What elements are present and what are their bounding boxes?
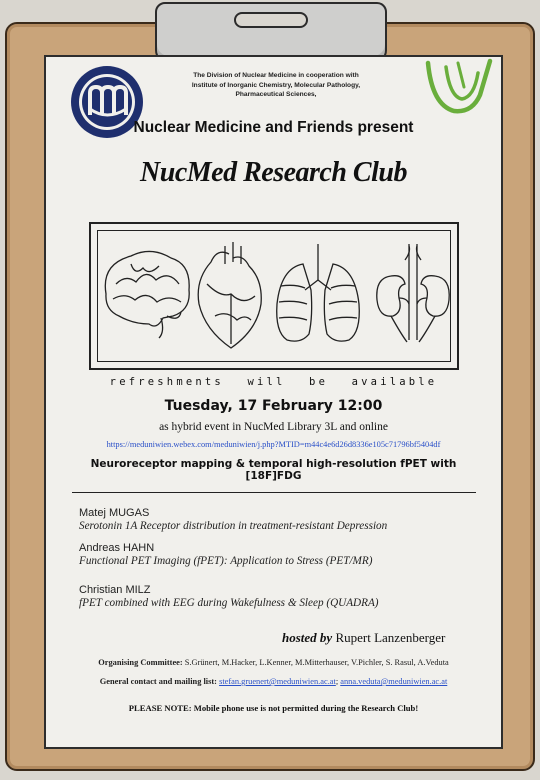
organs-drawing xyxy=(91,224,457,368)
hosted-label: hosted by xyxy=(282,630,333,645)
organs-illustration xyxy=(89,222,459,370)
clipboard-clip-hole xyxy=(234,12,308,28)
phone-use-note: PLEASE NOTE: Mobile phone use is not permitted during the Research Club! xyxy=(128,703,419,713)
heart-icon xyxy=(198,242,261,348)
flyer-paper xyxy=(44,55,503,749)
organizer-line: Pharmaceutical Sciences, xyxy=(235,91,317,98)
speaker-name: Christian MILZ xyxy=(79,584,151,596)
divider xyxy=(72,492,476,493)
talk-1 xyxy=(79,507,479,532)
contact-email-link[interactable]: stefan.gruenert@meduniwien.ac.at xyxy=(219,677,336,686)
host-name: Rupert Lanzenberger xyxy=(335,630,446,645)
speaker-name: Andreas HAHN xyxy=(79,542,155,554)
organizer-text xyxy=(166,71,386,100)
talk-2 xyxy=(79,542,479,567)
contact-separator: ; xyxy=(335,677,339,686)
general-contact xyxy=(46,677,501,686)
event-location: as hybrid event in NucMed Library 3L and online xyxy=(159,421,388,433)
organizer-line: Institute of Inorganic Chemistry, Molecular Pathology, xyxy=(191,81,361,89)
event-topic: Neuroreceptor mapping & temporal high-resolution fPET with [18F]FDG xyxy=(90,458,457,482)
hosted-by-line xyxy=(282,630,445,646)
webex-link[interactable]: https://meduniwien.webex.com/meduniwien/j.php?MTID=m44c4e6d26d8336e105c71796bf5404df xyxy=(106,440,441,449)
organizer-line: The Division of Nuclear Medicine in cooperation with xyxy=(193,72,359,79)
talk-title: fPET combined with EEG during Wakefulness & Sleep (QUADRA) xyxy=(79,597,379,609)
refreshments-note: refreshments will be available xyxy=(109,376,438,388)
club-title: NucMed Research Club xyxy=(140,157,407,188)
speaker-name: Matej MUGAS xyxy=(79,507,150,519)
present-line: Nuclear Medicine and Friends present xyxy=(133,119,414,136)
committee-label: Organising Committee: xyxy=(98,658,183,667)
organising-committee xyxy=(46,658,501,667)
talk-3 xyxy=(79,584,479,609)
brain-icon xyxy=(105,251,189,338)
committee-members: S.Grünert, M.Hacker, L.Kenner, M.Mitterhauser, V.Pichler, S. Rasul, A.Veduta xyxy=(184,658,449,667)
kidneys-icon xyxy=(377,244,449,342)
talk-title: Functional PET Imaging (fPET): Application to Stress (PET/MR) xyxy=(79,555,373,567)
contact-label: General contact and mailing list: xyxy=(99,677,217,686)
contact-email-link[interactable]: anna.veduta@meduniwien.ac.at xyxy=(340,677,448,686)
lungs-icon xyxy=(277,244,360,341)
event-date: Tuesday, 17 February 12:00 xyxy=(164,398,383,414)
talk-title: Serotonin 1A Receptor distribution in treatment-resistant Depression xyxy=(79,520,388,532)
